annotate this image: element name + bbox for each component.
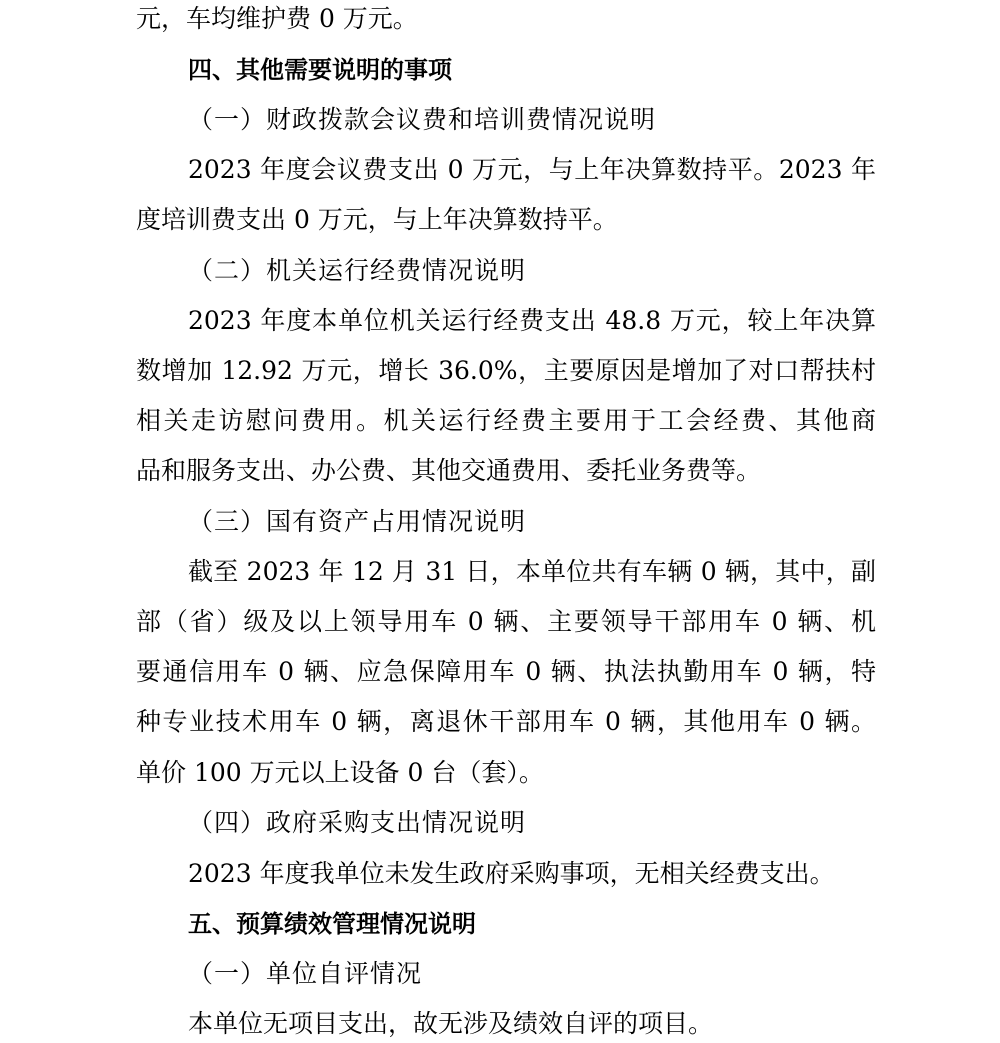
- paragraph-line: 截至 2023 年 12 月 31 日，本单位共有车辆 0 辆，其中，副: [188, 557, 876, 586]
- paragraph-line: 2023 年度我单位未发生政府采购事项，无相关经费支出。: [188, 859, 835, 888]
- section-heading: 五、预算绩效管理情况说明: [188, 910, 476, 938]
- paragraph-line: 相关走访慰问费用。机关运行经费主要用于工会经费、其他商: [136, 406, 876, 435]
- paragraph-line: 种专业技术用车 0 辆，离退休干部用车 0 辆，其他用车 0 辆。: [136, 707, 876, 736]
- paragraph-line: 单价 100 万元以上设备 0 台（套）。: [136, 758, 544, 787]
- paragraph-line: 数增加 12.92 万元，增长 36.0%，主要原因是增加了对口帮扶村: [136, 356, 876, 385]
- paragraph-line: 2023 年度本单位机关运行经费支出 48.8 万元，较上年决算: [188, 306, 876, 335]
- subsection-heading: （二）机关运行经费情况说明: [188, 256, 527, 285]
- subsection-heading: （三）国有资产占用情况说明: [188, 507, 527, 536]
- paragraph-line: 部（省）级及以上领导用车 0 辆、主要领导干部用车 0 辆、机: [136, 607, 876, 636]
- paragraph-line: 要通信用车 0 辆、应急保障用车 0 辆、执法执勤用车 0 辆，特: [136, 657, 876, 686]
- paragraph-line: 本单位无项目支出，故无涉及绩效自评的项目。: [188, 1009, 714, 1038]
- subsection-heading: （一）单位自评情况: [188, 959, 423, 988]
- paragraph-line: 度培训费支出 0 万元，与上年决算数持平。: [136, 205, 618, 234]
- section-heading: 四、其他需要说明的事项: [188, 56, 452, 84]
- subsection-heading: （四）政府采购支出情况说明: [188, 808, 527, 837]
- subsection-heading: （一）财政拨款会议费和培训费情况说明: [188, 105, 657, 134]
- paragraph-line: 元，车均维护费 0 万元。: [136, 4, 418, 33]
- paragraph-line: 品和服务支出、办公费、其他交通费用、委托业务费等。: [136, 456, 762, 485]
- paragraph-line: 2023 年度会议费支出 0 万元，与上年决算数持平。2023 年: [188, 155, 876, 184]
